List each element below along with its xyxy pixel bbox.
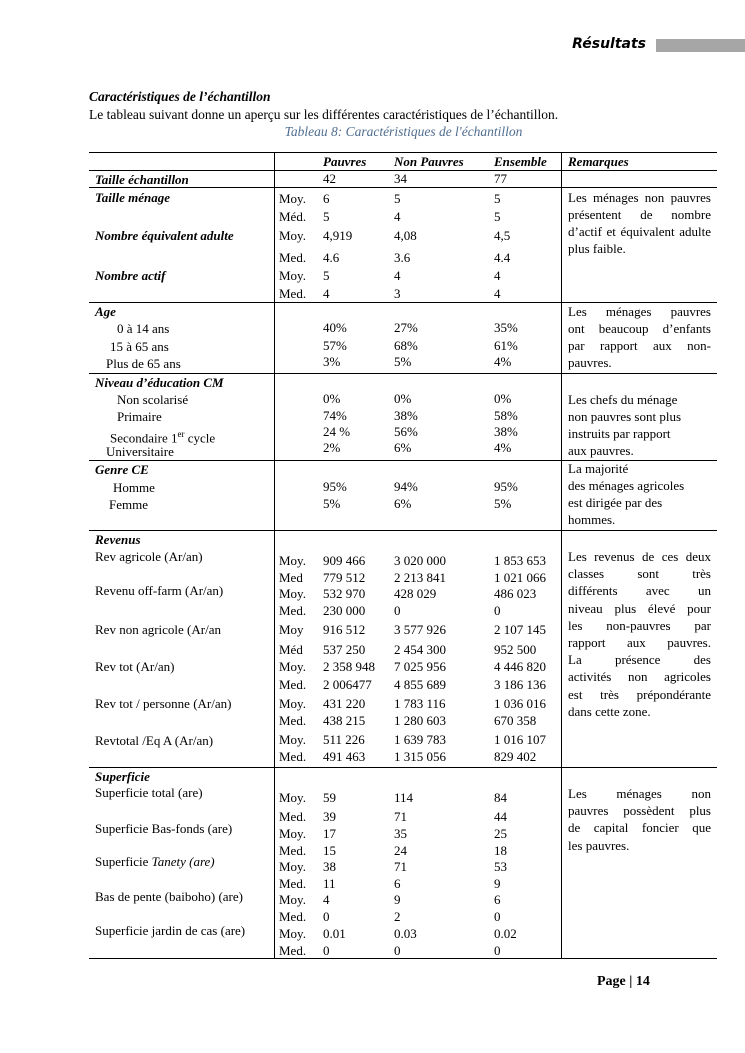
cell-pauvres: 15: [323, 843, 336, 858]
cell-ensemble: 2 107 145: [494, 622, 546, 637]
cell-ensemble: 0.02: [494, 926, 517, 941]
cell-pauvres: 95%: [323, 479, 347, 494]
cell-non-pauvres: 56%: [394, 424, 418, 439]
cell-stat: Moy.: [279, 696, 306, 711]
table-rule: [89, 187, 717, 188]
cell-pauvres: 42: [323, 171, 336, 186]
remark-line: La présence des: [568, 652, 711, 668]
table-rule: [89, 373, 717, 374]
intro-paragraph: Le tableau suivant donne un aperçu sur les différentes caractéristiques de l’échantillon.: [89, 107, 559, 122]
cell-non-pauvres: 68%: [394, 338, 418, 353]
cell-pauvres: 17: [323, 826, 336, 841]
cell-non-pauvres: 5%: [394, 354, 412, 369]
row-label-age: 0 à 14 ans: [117, 321, 170, 336]
cell-ensemble: 670 358: [494, 713, 537, 728]
cell-non-pauvres: 0: [394, 943, 401, 958]
cell-ensemble: 1 036 016: [494, 696, 546, 711]
cell-non-pauvres: 0: [394, 603, 401, 618]
cell-stat: Moy.: [279, 732, 306, 747]
remark-line: Les ménages pauvres: [568, 304, 711, 319]
cell-pauvres: 0%: [323, 391, 341, 406]
cell-ensemble: 829 402: [494, 749, 537, 764]
cell-non-pauvres: 1 639 783: [394, 732, 446, 747]
cell-stat: Moy.: [279, 268, 306, 283]
row-label-taille-menage: Taille ménage: [95, 190, 170, 205]
row-label-genre: Homme: [113, 480, 155, 495]
cell-ensemble: 0: [494, 909, 501, 924]
cell-stat: Moy.: [279, 790, 306, 805]
cell-ensemble: 6: [494, 892, 501, 907]
remark-line: instruits par rapport: [568, 426, 671, 441]
cell-non-pauvres: 5: [394, 191, 401, 206]
cell-pauvres: 57%: [323, 338, 347, 353]
cell-non-pauvres: 114: [394, 790, 414, 805]
cell-stat: Med.: [279, 749, 307, 764]
cell-non-pauvres: 3 577 926: [394, 622, 446, 637]
remark-line: des ménages agricoles: [568, 478, 685, 493]
cell-stat: Moy.: [279, 859, 306, 874]
header-bar: [656, 39, 745, 52]
cell-ensemble: 0%: [494, 391, 512, 406]
cell-ensemble: 1 853 653: [494, 553, 546, 568]
cell-ensemble: 1 016 107: [494, 732, 546, 747]
cell-stat: Med.: [279, 713, 307, 728]
cell-non-pauvres: 38%: [394, 408, 418, 423]
cell-ensemble: 4%: [494, 440, 512, 455]
remark-line: Les chefs du ménage: [568, 392, 678, 407]
remark-line: classes sont très: [568, 566, 711, 582]
cell-non-pauvres: 1 315 056: [394, 749, 446, 764]
cell-non-pauvres: 27%: [394, 320, 418, 335]
cell-non-pauvres: 4,08: [394, 228, 417, 243]
row-label-revenus: Rev non agricole (Ar/an: [95, 622, 221, 637]
cell-pauvres: 511 226: [323, 732, 365, 747]
cell-non-pauvres: 3: [394, 286, 401, 301]
cell-stat: Moy: [279, 622, 304, 637]
section-label-genre: Genre CE: [95, 462, 149, 477]
row-label-superficie: Superficie jardin de cas (are): [95, 923, 246, 938]
cell-non-pauvres: 2: [394, 909, 401, 924]
section-label-superficie: Superficie: [95, 769, 150, 784]
cell-stat: Med.: [279, 603, 307, 618]
cell-ensemble: 0: [494, 943, 501, 958]
cell-stat: Moy.: [279, 191, 306, 206]
cell-non-pauvres: 1 280 603: [394, 713, 446, 728]
col-header-non-pauvres: Non Pauvres: [394, 154, 464, 169]
cell-ensemble: 9: [494, 876, 501, 891]
cell-pauvres: 6: [323, 191, 330, 206]
cell-pauvres: 537 250: [323, 642, 366, 657]
remark-line: niveau plus élevé pour: [568, 600, 711, 616]
cell-ensemble: 4: [494, 286, 501, 301]
remark-line: par rapport aux non-: [568, 338, 711, 353]
cell-pauvres: 5%: [323, 496, 341, 511]
cell-pauvres: 5: [323, 209, 330, 224]
remark-line: hommes.: [568, 512, 616, 527]
cell-stat: Moy.: [279, 926, 306, 941]
cell-non-pauvres: 4 855 689: [394, 677, 446, 692]
col-header-ensemble: Ensemble: [494, 154, 547, 169]
page-number: Page | 14: [597, 974, 650, 989]
row-label-revenus: Revenu off-farm (Ar/an): [95, 583, 224, 598]
cell-non-pauvres: 6%: [394, 496, 412, 511]
cell-pauvres: 40%: [323, 320, 347, 335]
table-rule: [89, 152, 717, 153]
cell-stat: Med: [279, 570, 303, 585]
cell-non-pauvres: 7 025 956: [394, 659, 446, 674]
cell-pauvres: 74%: [323, 408, 347, 423]
cell-ensemble: 77: [494, 171, 507, 186]
table-rule: [274, 152, 275, 958]
cell-non-pauvres: 6: [394, 876, 401, 891]
cell-pauvres: 4,919: [323, 228, 353, 243]
remark-line: est dirigée par des: [568, 495, 663, 510]
cell-pauvres: 916 512: [323, 622, 366, 637]
cell-ensemble: 5: [494, 209, 501, 224]
section-label-education: Niveau d’éducation CM: [95, 375, 224, 390]
row-label-age: Plus de 65 ans: [106, 356, 181, 371]
cell-ensemble: 5%: [494, 496, 512, 511]
cell-pauvres: 38: [323, 859, 336, 874]
remark-line: pauvres.: [568, 355, 612, 370]
cell-pauvres: 59: [323, 790, 336, 805]
cell-ensemble: 4,5: [494, 228, 511, 243]
cell-non-pauvres: 4: [394, 209, 401, 224]
cell-ensemble: 25: [494, 826, 507, 841]
cell-non-pauvres: 35: [394, 826, 407, 841]
cell-ensemble: 1 021 066: [494, 570, 546, 585]
table-caption: Tableau 8: Caractéristiques de l'échantillon: [284, 124, 523, 139]
cell-non-pauvres: 24: [394, 843, 407, 858]
section-header-title: Résultats: [572, 36, 646, 52]
table-rule: [89, 530, 717, 531]
cell-ensemble: 486 023: [494, 586, 537, 601]
cell-stat: Med.: [279, 677, 307, 692]
cell-ensemble: 95%: [494, 479, 518, 494]
row-label-genre: Femme: [109, 497, 148, 512]
cell-pauvres: 431 220: [323, 696, 366, 711]
row-label-revenus: Rev tot (Ar/an): [95, 659, 175, 674]
cell-pauvres: 2%: [323, 440, 341, 455]
row-label-nombre-actif: Nombre actif: [95, 268, 166, 283]
cell-non-pauvres: 94%: [394, 479, 418, 494]
cell-non-pauvres: 0%: [394, 391, 412, 406]
remark-line: dans cette zone.: [568, 703, 651, 719]
col-header-remarques: Remarques: [568, 154, 629, 169]
cell-pauvres: 24 %: [323, 424, 351, 439]
remark-line: La majorité: [568, 461, 629, 476]
cell-ensemble: 18: [494, 843, 507, 858]
cell-pauvres: 3%: [323, 354, 341, 369]
cell-non-pauvres: 2 213 841: [394, 570, 446, 585]
row-label-education: Secondaire 1er cycle: [110, 429, 216, 446]
cell-ensemble: 5: [494, 191, 501, 206]
cell-non-pauvres: 71: [394, 809, 407, 824]
cell-stat: Med.: [279, 876, 307, 891]
cell-pauvres: 0: [323, 909, 330, 924]
col-header-pauvres: Pauvres: [323, 154, 367, 169]
cell-ensemble: 0: [494, 603, 501, 618]
cell-ensemble: 952 500: [494, 642, 537, 657]
remark-line: non pauvres sont plus: [568, 409, 682, 424]
cell-pauvres: 230 000: [323, 603, 366, 618]
section-label-revenus: Revenus: [95, 532, 141, 547]
cell-non-pauvres: 3.6: [394, 250, 411, 265]
row-label-revenus: Rev tot / personne (Ar/an): [95, 696, 232, 711]
table-rule: [89, 767, 717, 768]
cell-stat: Moy.: [279, 553, 306, 568]
remark-line: Les revenus de ces deux: [568, 549, 711, 564]
cell-stat: Med.: [279, 286, 307, 301]
remark-line: aux pauvres.: [568, 443, 634, 458]
cell-non-pauvres: 3 020 000: [394, 553, 446, 568]
cell-stat: Moy.: [279, 892, 306, 907]
remark-line: ont beaucoup d’enfants: [568, 321, 711, 336]
table-rule: [561, 152, 562, 958]
remark-line: pauvres possèdent plus: [568, 803, 711, 819]
cell-ensemble: 44: [494, 809, 507, 824]
cell-ensemble: 4.4: [494, 250, 511, 265]
remark-line: est très prépondérante: [568, 686, 711, 702]
row-label-superficie: Superficie Bas-fonds (are): [95, 821, 233, 836]
cell-pauvres: 2 358 948: [323, 659, 375, 674]
cell-ensemble: 3 186 136: [494, 677, 546, 692]
cell-stat: Moy.: [279, 659, 306, 674]
row-label-education: Primaire: [117, 409, 162, 424]
row-label-nombre-equivalent-adulte: Nombre équivalent adulte: [95, 228, 234, 243]
cell-non-pauvres: 428 029: [394, 586, 437, 601]
cell-stat: Méd: [279, 642, 303, 657]
cell-stat: Med.: [279, 943, 307, 958]
row-label-age: 15 à 65 ans: [110, 339, 169, 354]
cell-ensemble: 4: [494, 268, 501, 283]
cell-ensemble: 58%: [494, 408, 518, 423]
cell-pauvres: 0.01: [323, 926, 346, 941]
cell-stat: Méd.: [279, 209, 307, 224]
cell-pauvres: 491 463: [323, 749, 366, 764]
cell-non-pauvres: 9: [394, 892, 401, 907]
cell-pauvres: 779 512: [323, 570, 366, 585]
cell-pauvres: 4: [323, 892, 330, 907]
cell-ensemble: 53: [494, 859, 507, 874]
cell-pauvres: 4: [323, 286, 330, 301]
cell-non-pauvres: 34: [394, 171, 407, 186]
cell-pauvres: 5: [323, 268, 330, 283]
cell-non-pauvres: 0.03: [394, 926, 417, 941]
cell-non-pauvres: 2 454 300: [394, 642, 446, 657]
cell-pauvres: 909 466: [323, 553, 366, 568]
cell-pauvres: 532 970: [323, 586, 366, 601]
remark-menage: Les ménages non pauvres présentent de nombre d’actif et équivalent adulte plus faible.: [568, 190, 711, 256]
cell-ensemble: 38%: [494, 424, 518, 439]
cell-ensemble: 84: [494, 790, 507, 805]
remark-line: Les ménages non: [568, 786, 711, 801]
remark-line: rapport aux pauvres.: [568, 635, 711, 650]
table-rule: [89, 958, 717, 959]
remark-line: activités non agricoles: [568, 669, 711, 685]
cell-stat: Med.: [279, 843, 307, 858]
row-label-revenus: Revtotal /Eq A (Ar/an): [95, 733, 214, 748]
section-label-age: Age: [95, 304, 116, 319]
cell-stat: Moy.: [279, 826, 306, 841]
cell-stat: Moy.: [279, 586, 306, 601]
cell-non-pauvres: 1 783 116: [394, 696, 446, 711]
cell-ensemble: 4%: [494, 354, 512, 369]
row-label-superficie: Bas de pente (baiboho) (are): [95, 889, 243, 904]
cell-non-pauvres: 6%: [394, 440, 412, 455]
row-label-superficie: Superficie Tanety (are): [95, 854, 215, 869]
cell-ensemble: 61%: [494, 338, 518, 353]
cell-pauvres: 11: [323, 876, 336, 891]
cell-non-pauvres: 71: [394, 859, 407, 874]
remark-line: de capital foncier que: [568, 820, 711, 836]
cell-ensemble: 4 446 820: [494, 659, 546, 674]
cell-stat: Med.: [279, 809, 307, 824]
cell-ensemble: 35%: [494, 320, 518, 335]
row-label-revenus: Rev agricole (Ar/an): [95, 549, 203, 564]
cell-pauvres: 438 215: [323, 713, 366, 728]
row-label-education: Universitaire: [106, 444, 174, 459]
row-label-taille-echantillon: Taille échantillon: [95, 172, 189, 187]
remark-line: les non-pauvres par: [568, 617, 711, 633]
cell-stat: Med.: [279, 909, 307, 924]
cell-non-pauvres: 4: [394, 268, 401, 283]
section-title: Caractéristiques de l’échantillon: [89, 89, 271, 104]
cell-stat: Med.: [279, 250, 307, 265]
cell-pauvres: 4.6: [323, 250, 340, 265]
row-label-superficie: Superficie total (are): [95, 785, 203, 800]
remark-line: différents avec un: [568, 583, 711, 599]
cell-pauvres: 39: [323, 809, 336, 824]
cell-pauvres: 2 006477: [323, 677, 372, 692]
row-label-education: Non scolarisé: [117, 392, 189, 407]
remark-line: les pauvres.: [568, 837, 630, 853]
cell-pauvres: 0: [323, 943, 330, 958]
cell-stat: Moy.: [279, 228, 306, 243]
